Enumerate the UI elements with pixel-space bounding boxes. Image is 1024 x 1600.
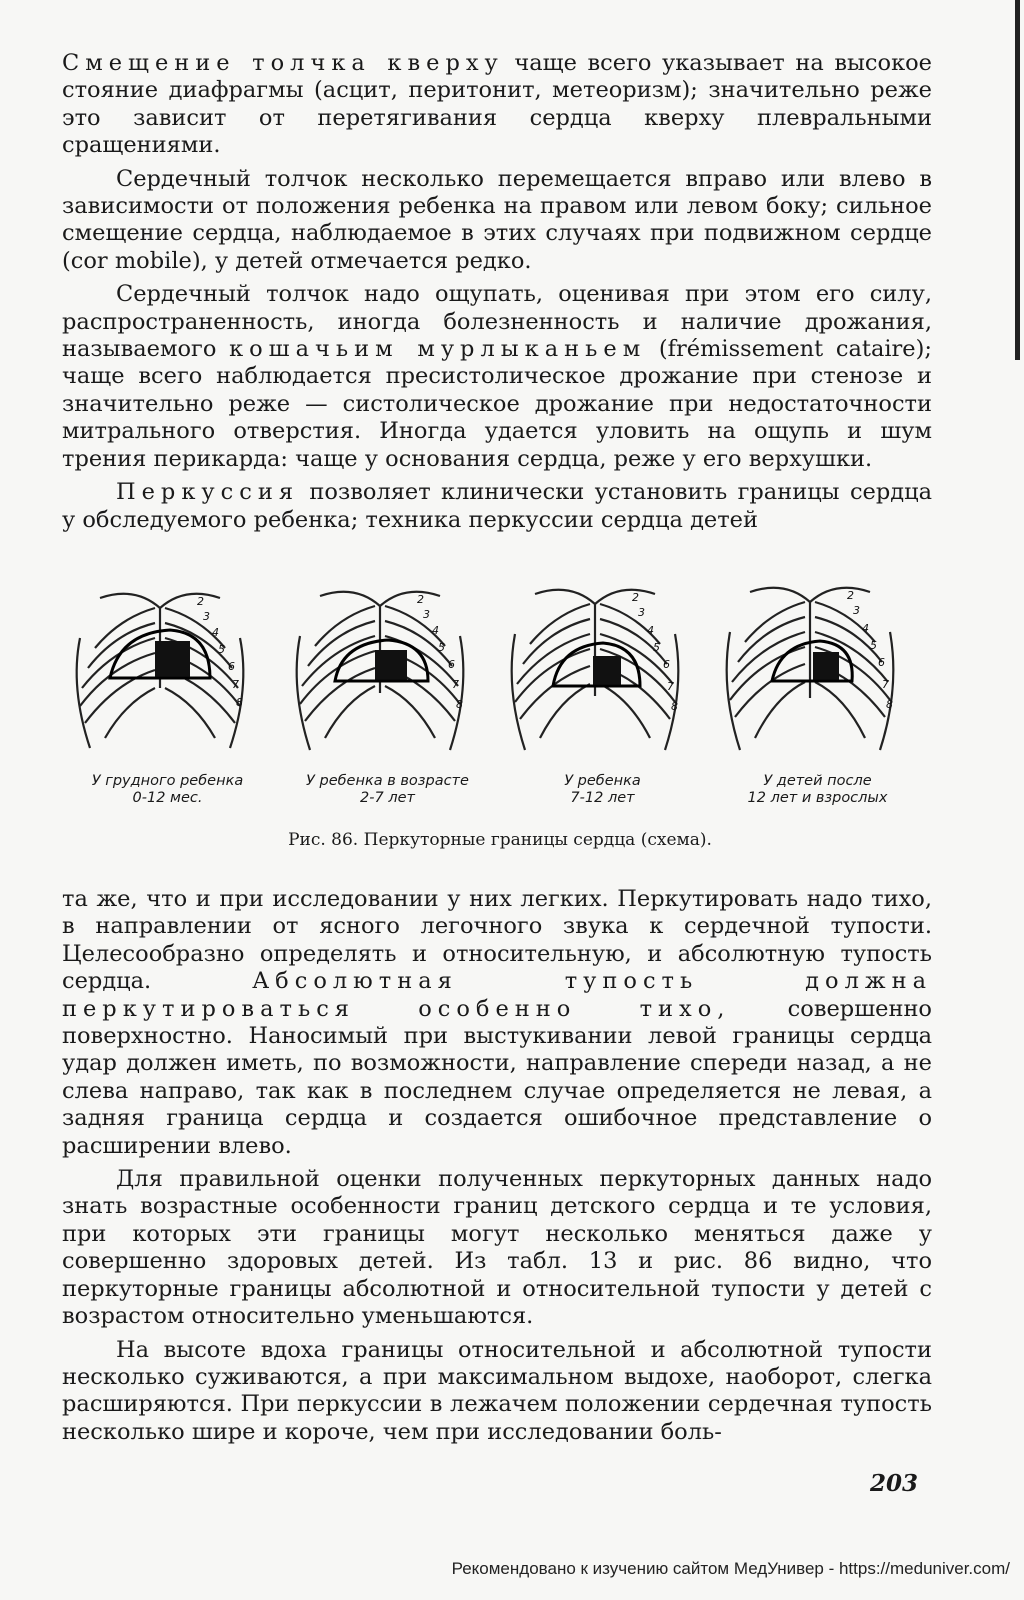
- panel-caption: [495, 773, 710, 807]
- emphasis-spaced: Абсолютная тупость должна перкутироваться особенно тихо,: [62, 968, 932, 1022]
- paragraph-lateral-shift: Сердечный толчок несколько перемещается вправо или влево в зависимости от положения ребенка на правом или левом боку; сильное смещение сердца, наблюдаемое в этих случаях при подвижном сердце (cor mobile), у детей отмечается редко.: [62, 165, 932, 274]
- top-text-block: [62, 50, 932, 540]
- emphasis-spaced: Смещение толчка кверху: [62, 50, 504, 76]
- chest-schematic-svg: [495, 578, 710, 773]
- svg-text:5: 5: [438, 641, 445, 654]
- paragraph-technique: [62, 886, 932, 1160]
- svg-text:4: 4: [862, 622, 869, 635]
- paragraph-displacement: [62, 50, 932, 160]
- svg-text:4: 4: [212, 626, 219, 639]
- caption-line: У ребенка в возрасте: [306, 773, 469, 789]
- caption-line: 0-12 мес.: [132, 790, 203, 806]
- bottom-text-block: [62, 886, 932, 1452]
- svg-text:7: 7: [667, 680, 674, 693]
- paragraph-text: позволяет клинически установить границы сердца у обследуемого ребенка; техника перкуссии сердца детей: [62, 479, 932, 533]
- svg-text:7: 7: [452, 678, 459, 691]
- chest-schematic-svg: [60, 578, 275, 773]
- svg-text:6: 6: [448, 658, 455, 671]
- chest-schematic-svg: [710, 578, 925, 773]
- paragraph-text: Сердечный толчок надо ощупать, оценивая при этом его силу, распространенность, иногда болезненность и наличие дрожания, называемого: [62, 281, 932, 363]
- svg-text:3: 3: [203, 610, 210, 623]
- caption-line: У грудного ребенка: [91, 773, 244, 789]
- svg-text:4: 4: [647, 624, 654, 637]
- emphasis-spaced: кошачьим мурлыканьем: [229, 336, 647, 363]
- svg-text:8: 8: [236, 696, 243, 709]
- chest-diagram-2-7: [280, 578, 495, 818]
- svg-text:3: 3: [853, 604, 860, 617]
- svg-text:2: 2: [417, 593, 424, 606]
- svg-text:7: 7: [882, 678, 889, 691]
- svg-text:2: 2: [197, 595, 204, 608]
- paragraph-text: чаще всего указывает на высокое стояние диафрагмы (асцит, перитонит, метеоризм); значительно реже это зависит от перетягивания сердца кверху плевральными сращениями.: [62, 50, 932, 159]
- paragraph-text: (frémissement cataire); чаще всего наблюдается пресистолическое дрожание при стенозе и значительно реже — систолическое дрожание при недостаточности митрального отверстия. Иногда удается уловить на ощупь и шум трения перикарда: чаще у основания сердца, реже у его верхушки.: [62, 336, 932, 472]
- page-number: 203: [870, 1470, 919, 1497]
- svg-text:5: 5: [653, 641, 660, 654]
- svg-text:6: 6: [663, 658, 670, 671]
- chest-diagram-adult: [710, 578, 925, 818]
- chest-diagram-infant: [60, 578, 275, 818]
- svg-text:2: 2: [632, 591, 639, 604]
- emphasis-spaced: Перкуссия: [116, 479, 300, 506]
- svg-text:5: 5: [218, 643, 225, 656]
- paragraph-age-features: Для правильной оценки полученных перкуторных данных надо знать возрастные особенности границ детского сердца и те условия, при которых эти границы могут несколько меняться даже у совершенно здоровых детей. Из табл. 13 и рис. 86 видно, что перкуторные границы абсолютной и относительной тупости у детей с возрастом относительно уменьшаются.: [62, 1166, 932, 1330]
- svg-text:3: 3: [423, 608, 430, 621]
- panel-caption: [60, 773, 275, 807]
- paragraph-text: та же, что и при исследовании у них легких. Перкутировать надо тихо, в направлении от ясного легочного звука к сердечной тупости. Целесообразно определять и относительную, и абсолютную тупость сердца.: [62, 886, 932, 995]
- chest-schematic-svg: [280, 578, 495, 773]
- panel-caption: [710, 773, 925, 807]
- caption-line: 2-7 лет: [360, 790, 415, 806]
- svg-text:4: 4: [432, 624, 439, 637]
- caption-line: У ребенка: [564, 773, 641, 789]
- svg-text:8: 8: [456, 698, 463, 711]
- paragraph-palpation: [62, 281, 932, 473]
- svg-text:6: 6: [228, 660, 235, 673]
- paragraph-percussion: [62, 479, 932, 534]
- svg-text:8: 8: [671, 700, 678, 713]
- svg-text:3: 3: [638, 606, 645, 619]
- svg-text:7: 7: [232, 678, 239, 691]
- svg-text:8: 8: [886, 698, 893, 711]
- figure-86: [60, 578, 940, 868]
- svg-text:2: 2: [847, 589, 854, 602]
- caption-line: 7-12 лет: [570, 790, 635, 806]
- paragraph-text: совершенно поверхностно. Наносимый при выстукивании левой границы сердца удар должен иметь, по возможности, направление спереди назад, а не слева направо, так как в последнем случае определяется не левая, а задняя граница сердца и создается ошибочное представление о расширении влево.: [62, 995, 932, 1159]
- svg-text:6: 6: [878, 656, 885, 669]
- svg-text:5: 5: [870, 639, 877, 652]
- page-edge-shadow: [1015, 0, 1020, 360]
- chest-diagram-7-12: [495, 578, 710, 818]
- paragraph-breathing: На высоте вдоха границы относительной и абсолютной тупости несколько суживаются, а при максимальном выдохе, наоборот, слегка расширяются. При перкуссии в лежачем положении сердечная тупость несколько шире и короче, чем при исследовании боль-: [62, 1336, 932, 1445]
- caption-line: У детей после: [763, 773, 872, 789]
- footer-recommendation[interactable]: Рекомендовано к изучению сайтом МедУнивер - https://meduniver.com/: [451, 1559, 1010, 1578]
- figure-caption: Рис. 86. Перкуторные границы сердца (схема).: [288, 830, 712, 850]
- panel-caption: [280, 773, 495, 807]
- caption-line: 12 лет и взрослых: [747, 790, 888, 806]
